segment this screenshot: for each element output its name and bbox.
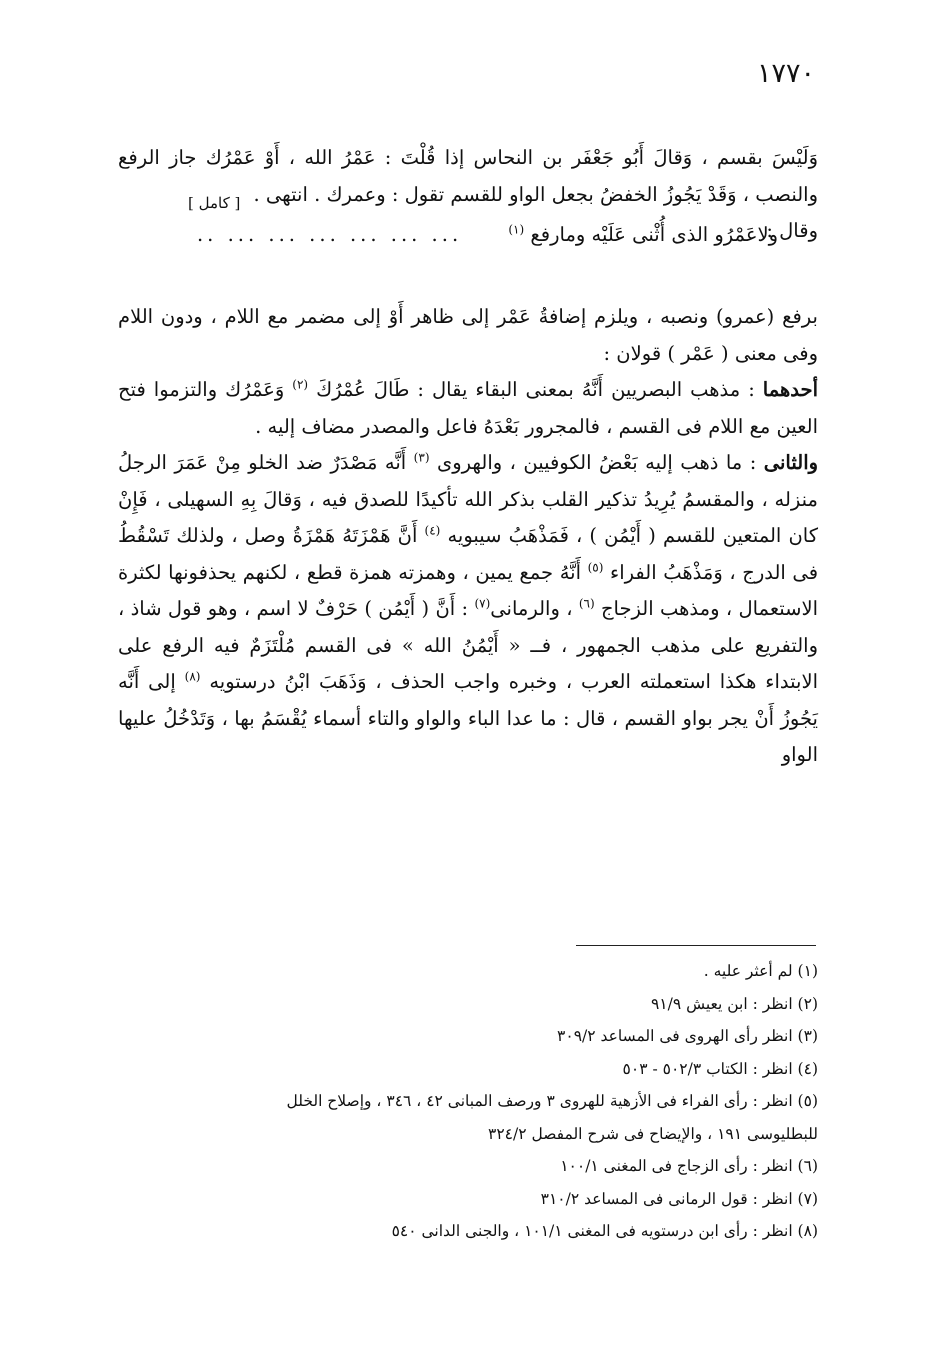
footnote-4: (٤) انظر : الكتاب ٥٠٢/٣ - ٥٠٣ (622, 1059, 818, 1078)
verse-line (138, 217, 778, 254)
second-opinion-text-f: : أَنَّ ( أَيْمُن ) حَرْفٌ لا اسم ، وهو قول شاذ ، والتفريع على مذهب الجمهور ، فــ « أَيْمُنُ الله » فى القسم مُلْتَزَمٌ فيه الرفع على الابتداء هكذا استعملته العرب ، وخبره واجب الحذف ، وَذَهَبَ ابْنُ درستويه (118, 597, 818, 693)
footnote-1: (١) لم أعثر عليه . (703, 962, 818, 980)
footnote-ref-2[interactable]: (٢) (292, 377, 309, 392)
footnote-ref-4[interactable]: (٤) (424, 523, 441, 538)
footnote-3: (٣) انظر رأى الهروى فى المساعد ٣٠٩/٢ (557, 1027, 818, 1045)
paragraph-first-opinion (118, 372, 818, 445)
footnotes (118, 955, 818, 1248)
paragraph-second-opinion (118, 445, 818, 774)
footnote-7: (٧) انظر : قول الرمانى فى المساعد ٣١٠/٢ (540, 1189, 818, 1208)
footnote-ref-7[interactable]: (٧) (474, 596, 491, 611)
footnote-2: (٢) انظر : ابن يعيش ٩١/٩ (650, 994, 818, 1013)
second-opinion-text-d: أَنَّهُ جمع يمين ، وهمزته همزة قطع ، لكنهم يحذفونها لكثرة الاستعمال ، ومذهب الزجاج (118, 560, 819, 620)
footnote-8: (٨) انظر : رأى ابن درستويه فى المغنى ١٠١/١ ، والجنى الدانى ٥٤٠ (391, 1222, 818, 1240)
footnote-6: (٦) انظر : رأى الزجاج فى المغنى ١٠٠/١ (560, 1157, 818, 1175)
main-text (118, 140, 818, 774)
footnote-ref-6[interactable]: (٦) (578, 596, 595, 611)
second-opinion-text-b: أَنَّه مَصْدَرٌ ضد الخلو مِنْ عَمَرَ الرجلُ منزله ، والمقسمُ يُرِيدُ تذكير القلب بذكر الله تأكيدًا للصدق فيه ، وَقالَ بِهِ السهيلى ، فَإِنْ كان المتعين للقسم ( أَيْمُن ) ، فَمَذْهَبُ سيبويه (118, 451, 819, 547)
second-opinion-text-c: أَنَّ هَمْزَتَهُ هَمْزَةُ وصل ، ولذلك تَسْقُطُ فى الدرج ، وَمَذْهَبُ الفراء (118, 524, 819, 584)
second-opinion-text-g: إلى أَنَّه يَجُوزُ أَنْ يجر بواو القسم ، قال : ما عدا الباء والواو والتاء أسماء يُقْسَمُ بها ، وَتَدْخُلُ عليها الواو (118, 670, 818, 766)
footnote-5-continuation: للبطليوسى ١٩١ ، والإيضاح فى شرح المفصل ٣٢٤/٢ (488, 1124, 818, 1143)
verse-text: ولاعَمْرُو الذى أُثْنى عَلَيْه ومارفع (530, 223, 778, 246)
footnote-divider (576, 945, 816, 946)
paragraph-2: برفع (عمرو) ونصبه ، ويلزم إضافةُ عَمْر إلى ظاهر أَوْ إلى مضمر مع اللام ، ودون اللام وفى معنى ( عَمْر ) قولان : (118, 305, 818, 365)
verse-meter: [ كامل ] (188, 194, 241, 212)
footnote-ref-3[interactable]: (٣) (413, 450, 430, 465)
spacer (118, 281, 818, 299)
verse-dots: ... ... ... ... ... ... .. (196, 223, 463, 246)
second-opinion-text-e: ، والرمانى (490, 597, 573, 620)
footnote-ref-1[interactable]: (١) (508, 222, 525, 237)
first-opinion-label: أحدهما (762, 378, 818, 401)
footnote-5: (٥) انظر : رأى الفراء فى الأزهية للهروى ٣ ورصف المبانى ٤٢ ، ٣٤٦ ، وإصلاح الخلل (286, 1092, 818, 1110)
second-opinion-text-a: : ما ذهب إليه بَعْضُ الكوفيين ، والهروى (436, 451, 757, 474)
verse-block (118, 194, 818, 281)
verse-intro: وقال : (766, 219, 818, 242)
footnote-ref-8[interactable]: (٨) (184, 669, 201, 684)
footnote-ref-5[interactable]: (٥) (587, 560, 604, 574)
second-opinion-label: والثانى (763, 451, 819, 474)
paragraph-1: وَلَيْسَ بقسم ، وَقالَ أَبُو جَعْفَر بن النحاس إذا قُلْتَ : عَمْرُ الله ، أَوْ عَمْرُك جاز الرفع والنصب ، وَقَدْ يَجُوزُ الخفضُ بجعل الواو للقسم تقول : وعمرك . انتهى . (118, 146, 818, 206)
first-opinion-text-a: : مذهب البصريين أَنَّهُ بمعنى البقاء يقال : طَالَ عُمْرُكَ (316, 378, 755, 401)
page-number: ١٧٧٠ (756, 58, 815, 89)
first-opinion-text-b: وَعَمْرُك والتزموا فتح العين مع اللام فى القسم ، فالمجرور بَعْدَهُ فاعل والمصدر مضاف إليه . (118, 378, 818, 438)
